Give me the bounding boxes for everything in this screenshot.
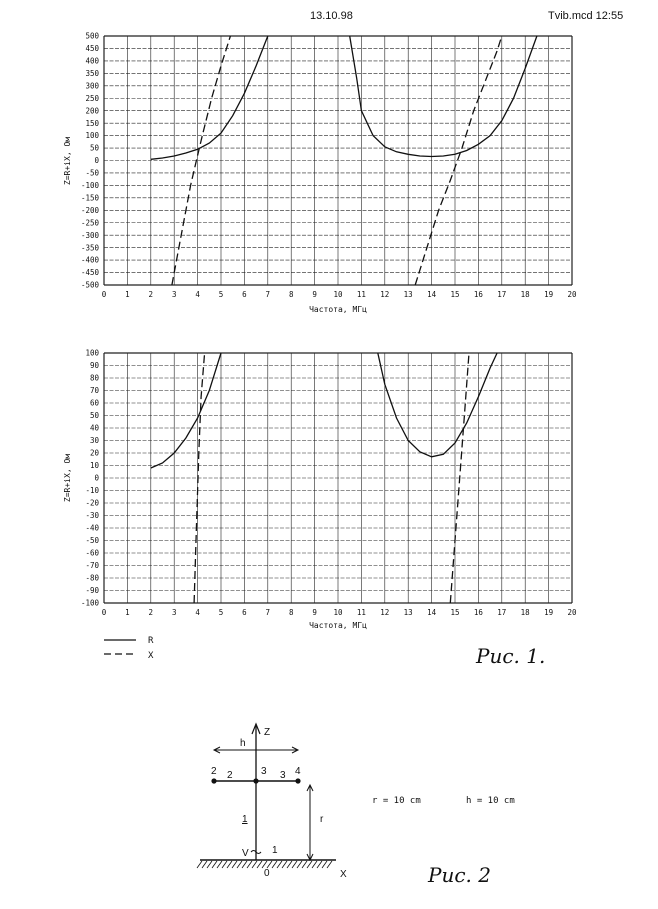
node-3 bbox=[253, 778, 258, 783]
x-axis-label: X bbox=[340, 869, 347, 880]
y-tick-label: -80 bbox=[85, 573, 99, 583]
x-tick-label: 14 bbox=[427, 608, 437, 617]
chart2-grid bbox=[104, 353, 572, 603]
x-tick-label: 5 bbox=[218, 608, 224, 617]
x-tick-label: 18 bbox=[520, 290, 530, 299]
x-tick-label: 13 bbox=[403, 290, 413, 299]
hatch-mark bbox=[237, 861, 242, 868]
x-tick-label: 8 bbox=[288, 608, 294, 617]
hatch-mark bbox=[257, 861, 262, 868]
node-2 bbox=[211, 778, 216, 783]
legend-x-label: X bbox=[148, 651, 154, 661]
x-tick-label: 3 bbox=[171, 608, 177, 617]
y-tick-label: 250 bbox=[85, 93, 99, 103]
y-tick-label: 300 bbox=[85, 81, 99, 91]
r-dimension-label: r bbox=[320, 814, 324, 825]
x-tick-label: 11 bbox=[356, 608, 366, 617]
chart1-x-ticks bbox=[102, 290, 577, 299]
y-tick-label: -100 bbox=[80, 598, 99, 608]
y-tick-label: 500 bbox=[85, 31, 99, 41]
y-tick-label: 30 bbox=[89, 436, 99, 446]
y-tick-label: -20 bbox=[85, 498, 99, 508]
x-tick-label: 18 bbox=[520, 608, 530, 617]
x-tick-label: 5 bbox=[218, 290, 224, 299]
hatch-mark bbox=[217, 861, 222, 868]
x-tick-label: 0 bbox=[101, 608, 107, 617]
hatch-mark bbox=[322, 861, 327, 868]
y-tick-label: -450 bbox=[80, 268, 99, 278]
chart1-grid bbox=[104, 36, 572, 285]
x-tick-label: 9 bbox=[312, 290, 317, 299]
hatch-mark bbox=[307, 861, 312, 868]
param-r: r = 10 cm bbox=[372, 796, 421, 806]
x-tick-label: 15 bbox=[450, 608, 460, 617]
hatch-mark bbox=[317, 861, 322, 868]
y-tick-label: -50 bbox=[85, 536, 99, 546]
hatch-mark bbox=[247, 861, 252, 868]
x-tick-label: 9 bbox=[312, 608, 317, 617]
y-tick-label: -100 bbox=[80, 181, 99, 190]
x-tick-label: 0 bbox=[101, 290, 107, 299]
hatch-mark bbox=[312, 861, 317, 868]
segment-2-label: 2 bbox=[227, 770, 233, 781]
series-r-line bbox=[151, 36, 268, 159]
y-tick-label: -10 bbox=[85, 486, 99, 496]
chart1-y-ticks bbox=[81, 32, 100, 290]
header-date: 13.10.98 bbox=[310, 10, 353, 22]
y-tick-label: 400 bbox=[85, 56, 99, 66]
hatch-mark bbox=[207, 861, 212, 868]
y-tick-label: -500 bbox=[80, 280, 99, 290]
segment-1-source-label: 1 bbox=[272, 845, 278, 856]
x-tick-label: 4 bbox=[195, 608, 200, 617]
chart1-y-axis-label: Z=R+iX, Ом bbox=[63, 136, 72, 186]
series-r-line bbox=[151, 353, 221, 468]
origin-label: 0 bbox=[264, 868, 270, 879]
y-tick-label: -70 bbox=[85, 561, 99, 571]
legend-r-label: R bbox=[148, 636, 154, 646]
hatch-mark bbox=[282, 861, 287, 868]
source-label: V bbox=[242, 848, 249, 859]
y-tick-label: 0 bbox=[94, 473, 99, 483]
hatch-mark bbox=[232, 861, 237, 868]
segment-1-vertical-label: 1 bbox=[242, 814, 248, 825]
y-tick-label: -40 bbox=[85, 523, 99, 533]
y-tick-label: -90 bbox=[85, 586, 99, 596]
hatch-mark bbox=[227, 861, 232, 868]
x-tick-label: 17 bbox=[497, 608, 507, 617]
x-tick-label: 7 bbox=[265, 608, 271, 617]
x-tick-label: 3 bbox=[171, 290, 177, 299]
y-tick-label: 100 bbox=[85, 348, 99, 358]
y-tick-label: 50 bbox=[89, 143, 99, 153]
y-tick-label: -30 bbox=[85, 511, 99, 521]
header-filename: Tvib.mcd 12:55 bbox=[548, 10, 624, 22]
chart2-y-ticks bbox=[81, 349, 100, 608]
x-tick-label: 6 bbox=[242, 608, 247, 617]
x-tick-label: 4 bbox=[195, 290, 200, 299]
x-tick-label: 2 bbox=[148, 608, 154, 617]
y-tick-label: 10 bbox=[89, 461, 99, 471]
hatch-mark bbox=[277, 861, 282, 868]
hatch-mark bbox=[252, 861, 257, 868]
x-tick-label: 7 bbox=[265, 290, 271, 299]
x-tick-label: 10 bbox=[333, 608, 343, 617]
x-tick-label: 13 bbox=[403, 608, 413, 617]
series-r-line bbox=[378, 353, 497, 457]
x-tick-label: 8 bbox=[288, 290, 294, 299]
x-tick-label: 14 bbox=[427, 290, 437, 299]
node-4 bbox=[295, 778, 300, 783]
y-tick-label: 60 bbox=[89, 398, 99, 408]
figure2-diagram bbox=[197, 724, 515, 880]
segment-3-label: 3 bbox=[280, 770, 286, 781]
x-tick-label: 19 bbox=[544, 608, 554, 617]
y-tick-label: 200 bbox=[85, 106, 99, 116]
node-3-label: 3 bbox=[261, 766, 267, 777]
x-tick-label: 12 bbox=[380, 290, 390, 299]
chart2-x-ticks bbox=[102, 608, 577, 617]
x-tick-label: 17 bbox=[497, 290, 507, 299]
y-tick-label: 350 bbox=[85, 68, 99, 78]
series-r-line bbox=[350, 36, 537, 157]
x-tick-label: 16 bbox=[473, 290, 483, 299]
y-tick-label: -300 bbox=[80, 230, 99, 240]
y-tick-label: -350 bbox=[80, 243, 99, 253]
y-tick-label: -150 bbox=[80, 193, 99, 203]
y-tick-label: 70 bbox=[89, 386, 99, 396]
x-tick-label: 12 bbox=[380, 608, 390, 617]
y-tick-label: -200 bbox=[80, 205, 99, 215]
hatch-mark bbox=[202, 861, 207, 868]
hatch-mark bbox=[267, 861, 272, 868]
hatch-mark bbox=[222, 861, 227, 868]
y-tick-label: -250 bbox=[80, 218, 99, 228]
param-h: h = 10 cm bbox=[466, 796, 515, 806]
hatch-mark bbox=[272, 861, 277, 868]
chart2-x-axis-label: Частота, МГц bbox=[309, 621, 367, 630]
x-tick-label: 20 bbox=[567, 290, 577, 299]
y-tick-label: 0 bbox=[94, 156, 99, 166]
x-tick-label: 1 bbox=[125, 290, 130, 299]
y-tick-label: 90 bbox=[89, 361, 99, 371]
hatch-mark bbox=[287, 861, 292, 868]
hatch-mark bbox=[212, 861, 217, 868]
x-tick-label: 19 bbox=[544, 290, 554, 299]
chart-impedance-zoom bbox=[63, 349, 577, 630]
h-dimension-label: h bbox=[240, 738, 246, 749]
node-2-label: 2 bbox=[211, 766, 217, 777]
chart2-y-axis-label: Z=R+iX, Ом bbox=[63, 453, 72, 503]
figure2-caption: Рис. 2 bbox=[428, 863, 491, 887]
hatch-mark bbox=[197, 861, 202, 868]
x-tick-label: 15 bbox=[450, 290, 460, 299]
ground-hatching bbox=[197, 861, 332, 868]
y-tick-label: 40 bbox=[89, 423, 99, 433]
y-tick-label: 450 bbox=[85, 44, 99, 54]
y-tick-label: 80 bbox=[89, 373, 99, 383]
hatch-mark bbox=[327, 861, 332, 868]
z-axis-label: Z bbox=[264, 727, 271, 738]
y-tick-label: -400 bbox=[80, 255, 99, 265]
y-tick-label: 50 bbox=[89, 411, 99, 421]
y-tick-label: -50 bbox=[85, 168, 99, 178]
chart-impedance-wide bbox=[63, 32, 577, 314]
hatch-mark bbox=[297, 861, 302, 868]
x-tick-label: 10 bbox=[333, 290, 343, 299]
figure1-caption: Рис. 1. bbox=[476, 644, 546, 668]
x-tick-label: 16 bbox=[473, 608, 483, 617]
legend bbox=[104, 636, 154, 661]
x-tick-label: 11 bbox=[356, 290, 366, 299]
x-tick-label: 6 bbox=[242, 290, 247, 299]
hatch-mark bbox=[302, 861, 307, 868]
x-tick-label: 2 bbox=[148, 290, 154, 299]
x-tick-label: 20 bbox=[567, 608, 577, 617]
hatch-mark bbox=[262, 861, 267, 868]
chart1-x-axis-label: Частота, МГц bbox=[309, 305, 367, 314]
y-tick-label: -60 bbox=[85, 548, 99, 558]
y-tick-label: 20 bbox=[89, 448, 99, 458]
hatch-mark bbox=[292, 861, 297, 868]
node-4-label: 4 bbox=[295, 766, 301, 777]
y-tick-label: 100 bbox=[85, 131, 99, 141]
y-tick-label: 150 bbox=[85, 118, 99, 128]
hatch-mark bbox=[242, 861, 247, 868]
x-tick-label: 1 bbox=[125, 608, 130, 617]
